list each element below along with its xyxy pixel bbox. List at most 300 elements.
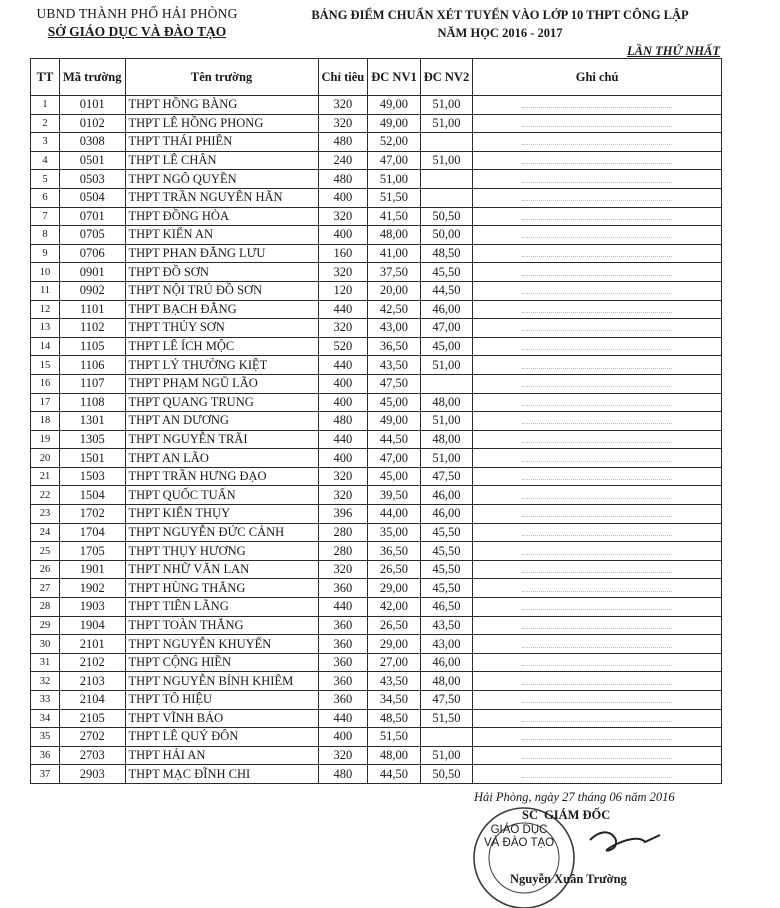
cell-nv1: 34,50 <box>368 691 420 710</box>
cell-nv2: 45,00 <box>420 337 472 356</box>
cell-quota: 360 <box>318 653 368 672</box>
table-row <box>31 188 722 207</box>
cell-nv1: 47,00 <box>368 449 420 468</box>
note-placeholder-line <box>522 731 672 740</box>
cell-note <box>473 393 722 412</box>
cell-nv1: 41,50 <box>368 207 420 226</box>
table-row <box>31 133 722 152</box>
round-label: LẦN THỨ NHẤT <box>626 44 720 58</box>
note-placeholder-line <box>522 676 672 685</box>
cell-note <box>473 598 722 617</box>
cell-note <box>473 709 722 728</box>
note-placeholder-line <box>522 118 672 127</box>
table-row <box>31 709 722 728</box>
note-placeholder-line <box>522 508 672 517</box>
cell-idx: 8 <box>31 226 60 245</box>
cell-note <box>473 226 722 245</box>
cell-quota: 320 <box>318 207 368 226</box>
cell-nv2 <box>420 133 472 152</box>
cell-name: THPT LÊ CHÂN <box>125 151 318 170</box>
cell-code: 2105 <box>60 709 126 728</box>
note-placeholder-line <box>522 211 672 220</box>
cell-idx: 37 <box>31 765 60 784</box>
cell-name: THPT TOÀN THẮNG <box>125 616 318 635</box>
cell-quota: 440 <box>318 598 368 617</box>
cell-nv2: 48,50 <box>420 244 472 263</box>
cell-note <box>473 263 722 282</box>
note-placeholder-line <box>522 434 672 443</box>
table-row <box>31 449 722 468</box>
cell-quota: 400 <box>318 188 368 207</box>
cell-code: 0706 <box>60 244 126 263</box>
cell-code: 0902 <box>60 281 126 300</box>
table-body <box>31 96 722 784</box>
table-row <box>31 672 722 691</box>
table-row <box>31 653 722 672</box>
cell-code: 1503 <box>60 467 126 486</box>
cell-name: THPT AN DƯƠNG <box>125 412 318 431</box>
cell-nv1: 27,00 <box>368 653 420 672</box>
cell-quota: 160 <box>318 244 368 263</box>
cell-code: 1705 <box>60 542 126 561</box>
cell-note <box>473 207 722 226</box>
cell-nv1: 44,50 <box>368 430 420 449</box>
cell-idx: 9 <box>31 244 60 263</box>
cell-idx: 29 <box>31 616 60 635</box>
table-row <box>31 170 722 189</box>
table-row <box>31 356 722 375</box>
note-placeholder-line <box>522 694 672 703</box>
cell-nv1: 41,00 <box>368 244 420 263</box>
cell-name: THPT TRẦN NGUYÊN HÃN <box>125 188 318 207</box>
cell-nv2 <box>420 170 472 189</box>
cell-nv1: 43,50 <box>368 672 420 691</box>
cell-nv2: 46,00 <box>420 505 472 524</box>
signing-date: Hải Phòng, ngày 27 tháng 06 năm 2016 <box>474 790 675 804</box>
cell-idx: 12 <box>31 300 60 319</box>
position-prefix: SC <box>522 808 538 822</box>
cell-nv1: 35,00 <box>368 523 420 542</box>
cell-quota: 320 <box>318 263 368 282</box>
col-code: Mã trường <box>60 59 126 96</box>
cell-name: THPT AN LÃO <box>125 449 318 468</box>
cell-code: 0501 <box>60 151 126 170</box>
cell-idx: 14 <box>31 337 60 356</box>
cell-code: 0503 <box>60 170 126 189</box>
cell-name: THPT LÝ THƯỜNG KIỆT <box>125 356 318 375</box>
cell-name: THPT LÊ ÍCH MỘC <box>125 337 318 356</box>
cell-nv1: 48,00 <box>368 746 420 765</box>
cell-idx: 34 <box>31 709 60 728</box>
cell-nv2: 46,00 <box>420 486 472 505</box>
table-row <box>31 505 722 524</box>
cell-quota: 400 <box>318 449 368 468</box>
note-placeholder-line <box>522 750 672 759</box>
cell-idx: 20 <box>31 449 60 468</box>
col-quota: Chỉ tiêu <box>318 59 368 96</box>
note-placeholder-line <box>522 564 672 573</box>
table-row <box>31 412 722 431</box>
table-row <box>31 579 722 598</box>
cell-idx: 28 <box>31 598 60 617</box>
cell-nv1: 36,50 <box>368 542 420 561</box>
cell-name: THPT LÊ QUÝ ĐÔN <box>125 728 318 747</box>
cell-code: 0701 <box>60 207 126 226</box>
note-placeholder-line <box>522 453 672 462</box>
cell-code: 1101 <box>60 300 126 319</box>
cell-nv2: 45,50 <box>420 542 472 561</box>
col-name: Tên trường <box>125 59 318 96</box>
note-placeholder-line <box>522 192 672 201</box>
cell-nv1: 48,50 <box>368 709 420 728</box>
cell-name: THPT ĐỒ SƠN <box>125 263 318 282</box>
cell-code: 0504 <box>60 188 126 207</box>
cell-name: THPT VĨNH BẢO <box>125 709 318 728</box>
cell-nv1: 29,00 <box>368 635 420 654</box>
cell-note <box>473 467 722 486</box>
cell-quota: 320 <box>318 486 368 505</box>
cell-nv2: 51,00 <box>420 151 472 170</box>
cell-idx: 36 <box>31 746 60 765</box>
cell-note <box>473 486 722 505</box>
cell-quota: 400 <box>318 393 368 412</box>
note-placeholder-line <box>522 341 672 350</box>
cell-code: 1301 <box>60 412 126 431</box>
cell-code: 0705 <box>60 226 126 245</box>
cell-code: 0102 <box>60 114 126 133</box>
col-nv1: ĐC NV1 <box>368 59 420 96</box>
cell-name: THPT NỘI TRÚ ĐỒ SƠN <box>125 281 318 300</box>
cell-nv2: 45,50 <box>420 579 472 598</box>
cell-code: 2103 <box>60 672 126 691</box>
cell-idx: 32 <box>31 672 60 691</box>
cell-quota: 396 <box>318 505 368 524</box>
cell-note <box>473 96 722 115</box>
cell-quota: 280 <box>318 542 368 561</box>
cell-idx: 31 <box>31 653 60 672</box>
note-placeholder-line <box>522 378 672 387</box>
cell-note <box>473 133 722 152</box>
cell-note <box>473 281 722 300</box>
cell-nv2: 46,00 <box>420 300 472 319</box>
cell-code: 2703 <box>60 746 126 765</box>
cell-nv1: 26,50 <box>368 560 420 579</box>
cell-quota: 360 <box>318 691 368 710</box>
cell-note <box>473 672 722 691</box>
cell-idx: 22 <box>31 486 60 505</box>
cell-name: THPT HẢI AN <box>125 746 318 765</box>
cell-nv2 <box>420 374 472 393</box>
note-placeholder-line <box>522 415 672 424</box>
table-row <box>31 281 722 300</box>
signer-name: Nguyễn Xuân Trường <box>510 872 627 886</box>
cell-nv1: 47,00 <box>368 151 420 170</box>
cell-note <box>473 505 722 524</box>
note-placeholder-line <box>522 304 672 313</box>
cell-nv2: 51,00 <box>420 412 472 431</box>
cell-name: THPT NHỮ VĂN LAN <box>125 560 318 579</box>
cell-quota: 280 <box>318 523 368 542</box>
cell-name: THPT PHAN ĐĂNG LƯU <box>125 244 318 263</box>
cell-idx: 27 <box>31 579 60 598</box>
note-placeholder-line <box>522 601 672 610</box>
cell-nv2: 48,00 <box>420 430 472 449</box>
cell-name: THPT THỤY HƯƠNG <box>125 542 318 561</box>
cell-nv1: 48,00 <box>368 226 420 245</box>
score-table <box>30 58 722 784</box>
cell-idx: 30 <box>31 635 60 654</box>
cell-code: 1704 <box>60 523 126 542</box>
cell-code: 1504 <box>60 486 126 505</box>
cell-nv1: 45,00 <box>368 393 420 412</box>
cell-quota: 520 <box>318 337 368 356</box>
cell-code: 0901 <box>60 263 126 282</box>
cell-note <box>473 374 722 393</box>
cell-quota: 120 <box>318 281 368 300</box>
cell-nv1: 49,00 <box>368 96 420 115</box>
cell-quota: 440 <box>318 709 368 728</box>
cell-name: THPT NGUYỄN ĐỨC CẢNH <box>125 523 318 542</box>
cell-code: 1105 <box>60 337 126 356</box>
table-row <box>31 226 722 245</box>
cell-idx: 4 <box>31 151 60 170</box>
cell-nv2: 51,00 <box>420 746 472 765</box>
table-row <box>31 393 722 412</box>
cell-note <box>473 244 722 263</box>
cell-code: 1107 <box>60 374 126 393</box>
cell-quota: 480 <box>318 765 368 784</box>
cell-name: THPT HÙNG THẮNG <box>125 579 318 598</box>
header-right <box>265 8 735 41</box>
cell-note <box>473 728 722 747</box>
cell-name: THPT TRẦN HƯNG ĐẠO <box>125 467 318 486</box>
note-placeholder-line <box>522 322 672 331</box>
col-note: Ghi chú <box>473 59 722 96</box>
col-nv2: ĐC NV2 <box>420 59 472 96</box>
cell-code: 2104 <box>60 691 126 710</box>
cell-quota: 320 <box>318 114 368 133</box>
cell-idx: 3 <box>31 133 60 152</box>
table-row <box>31 114 722 133</box>
cell-quota: 320 <box>318 96 368 115</box>
note-placeholder-line <box>522 583 672 592</box>
cell-nv2 <box>420 188 472 207</box>
cell-note <box>473 430 722 449</box>
note-placeholder-line <box>522 174 672 183</box>
cell-nv1: 51,50 <box>368 188 420 207</box>
note-placeholder-line <box>522 229 672 238</box>
cell-code: 1501 <box>60 449 126 468</box>
cell-idx: 6 <box>31 188 60 207</box>
note-placeholder-line <box>522 360 672 369</box>
cell-idx: 1 <box>31 96 60 115</box>
cell-name: THPT LÊ HỒNG PHONG <box>125 114 318 133</box>
cell-nv1: 36,50 <box>368 337 420 356</box>
cell-note <box>473 114 722 133</box>
header-left <box>22 6 252 40</box>
cell-name: THPT ĐỒNG HÒA <box>125 207 318 226</box>
table-row <box>31 374 722 393</box>
cell-name: THPT NGUYỄN TRÃI <box>125 430 318 449</box>
cell-nv2: 45,50 <box>420 560 472 579</box>
cell-quota: 480 <box>318 133 368 152</box>
cell-code: 0308 <box>60 133 126 152</box>
cell-note <box>473 523 722 542</box>
cell-quota: 320 <box>318 746 368 765</box>
cell-idx: 26 <box>31 560 60 579</box>
cell-nv1: 43,00 <box>368 319 420 338</box>
cell-idx: 24 <box>31 523 60 542</box>
table-header-row <box>31 59 722 96</box>
note-placeholder-line <box>522 657 672 666</box>
cell-quota: 320 <box>318 319 368 338</box>
cell-nv2: 50,50 <box>420 765 472 784</box>
cell-nv2: 51,50 <box>420 709 472 728</box>
cell-name: THPT NGUYỄN BỈNH KHIÊM <box>125 672 318 691</box>
note-placeholder-line <box>522 267 672 276</box>
note-placeholder-line <box>522 713 672 722</box>
agency-name: UBND THÀNH PHỐ HẢI PHÒNG <box>36 6 238 21</box>
table-row <box>31 430 722 449</box>
cell-note <box>473 356 722 375</box>
cell-nv1: 43,50 <box>368 356 420 375</box>
table-row <box>31 337 722 356</box>
cell-name: THPT PHẠM NGŨ LÃO <box>125 374 318 393</box>
cell-nv1: 26,50 <box>368 616 420 635</box>
department-name: SỞ GIÁO DỤC VÀ ĐÀO TẠO <box>47 24 227 39</box>
table-row <box>31 467 722 486</box>
table-row <box>31 244 722 263</box>
cell-name: THPT NGÔ QUYỀN <box>125 170 318 189</box>
cell-name: THPT NGUYỄN KHUYẾN <box>125 635 318 654</box>
cell-idx: 5 <box>31 170 60 189</box>
cell-note <box>473 691 722 710</box>
school-year: NĂM HỌC 2016 - 2017 <box>437 26 563 40</box>
cell-name: THPT TÔ HIỆU <box>125 691 318 710</box>
note-placeholder-line <box>522 155 672 164</box>
cell-idx: 13 <box>31 319 60 338</box>
cell-nv2: 47,50 <box>420 467 472 486</box>
table-row <box>31 319 722 338</box>
cell-quota: 360 <box>318 579 368 598</box>
cell-quota: 360 <box>318 635 368 654</box>
cell-quota: 480 <box>318 170 368 189</box>
cell-nv2: 50,00 <box>420 226 472 245</box>
cell-code: 1106 <box>60 356 126 375</box>
seal-line-2: VÀ ĐÀO TẠO <box>484 837 555 849</box>
cell-name: THPT QUANG TRUNG <box>125 393 318 412</box>
cell-note <box>473 300 722 319</box>
cell-idx: 23 <box>31 505 60 524</box>
table-row <box>31 151 722 170</box>
table-row <box>31 635 722 654</box>
cell-nv2: 43,00 <box>420 635 472 654</box>
table-row <box>31 746 722 765</box>
cell-quota: 400 <box>318 374 368 393</box>
cell-nv1: 47,50 <box>368 374 420 393</box>
note-placeholder-line <box>522 527 672 536</box>
cell-code: 1901 <box>60 560 126 579</box>
cell-note <box>473 449 722 468</box>
table-row <box>31 691 722 710</box>
cell-idx: 11 <box>31 281 60 300</box>
table-row <box>31 560 722 579</box>
cell-note <box>473 746 722 765</box>
cell-name: THPT CỘNG HIỀN <box>125 653 318 672</box>
cell-name: THPT MẠC ĐĨNH CHI <box>125 765 318 784</box>
position-title: GIÁM ĐỐC <box>543 808 611 822</box>
cell-note <box>473 170 722 189</box>
cell-note <box>473 151 722 170</box>
cell-name: THPT BẠCH ĐẰNG <box>125 300 318 319</box>
cell-code: 1702 <box>60 505 126 524</box>
note-placeholder-line <box>522 471 672 480</box>
note-placeholder-line <box>522 285 672 294</box>
cell-quota: 440 <box>318 430 368 449</box>
cell-note <box>473 542 722 561</box>
cell-nv2: 46,00 <box>420 653 472 672</box>
seal-line-1: GIÁO DỤC <box>490 824 548 836</box>
cell-code: 2903 <box>60 765 126 784</box>
cell-idx: 25 <box>31 542 60 561</box>
cell-code: 0101 <box>60 96 126 115</box>
cell-quota: 320 <box>318 560 368 579</box>
cell-idx: 16 <box>31 374 60 393</box>
cell-nv1: 39,50 <box>368 486 420 505</box>
cell-note <box>473 319 722 338</box>
cell-code: 1102 <box>60 319 126 338</box>
cell-idx: 17 <box>31 393 60 412</box>
cell-code: 1305 <box>60 430 126 449</box>
signer-position <box>522 808 610 823</box>
cell-code: 1903 <box>60 598 126 617</box>
cell-idx: 15 <box>31 356 60 375</box>
cell-note <box>473 635 722 654</box>
cell-quota: 440 <box>318 300 368 319</box>
cell-note <box>473 653 722 672</box>
cell-name: THPT THÁI PHIÊN <box>125 133 318 152</box>
note-placeholder-line <box>522 99 672 108</box>
table-row <box>31 207 722 226</box>
cell-code: 2702 <box>60 728 126 747</box>
note-placeholder-line <box>522 397 672 406</box>
cell-code: 2101 <box>60 635 126 654</box>
cell-nv2: 47,50 <box>420 691 472 710</box>
cell-name: THPT KIẾN AN <box>125 226 318 245</box>
cell-idx: 10 <box>31 263 60 282</box>
cell-note <box>473 560 722 579</box>
cell-idx: 7 <box>31 207 60 226</box>
table-row <box>31 765 722 784</box>
cell-note <box>473 188 722 207</box>
cell-note <box>473 579 722 598</box>
cell-nv2: 48,00 <box>420 393 472 412</box>
cell-nv2: 46,50 <box>420 598 472 617</box>
cell-name: THPT QUỐC TUẤN <box>125 486 318 505</box>
cell-nv1: 44,50 <box>368 765 420 784</box>
cell-nv2: 48,00 <box>420 672 472 691</box>
cell-quota: 240 <box>318 151 368 170</box>
cell-idx: 21 <box>31 467 60 486</box>
cell-note <box>473 412 722 431</box>
note-placeholder-line <box>522 639 672 648</box>
cell-nv1: 29,00 <box>368 579 420 598</box>
table-row <box>31 728 722 747</box>
cell-nv2: 45,50 <box>420 523 472 542</box>
cell-nv1: 42,50 <box>368 300 420 319</box>
cell-nv1: 51,00 <box>368 170 420 189</box>
note-placeholder-line <box>522 248 672 257</box>
